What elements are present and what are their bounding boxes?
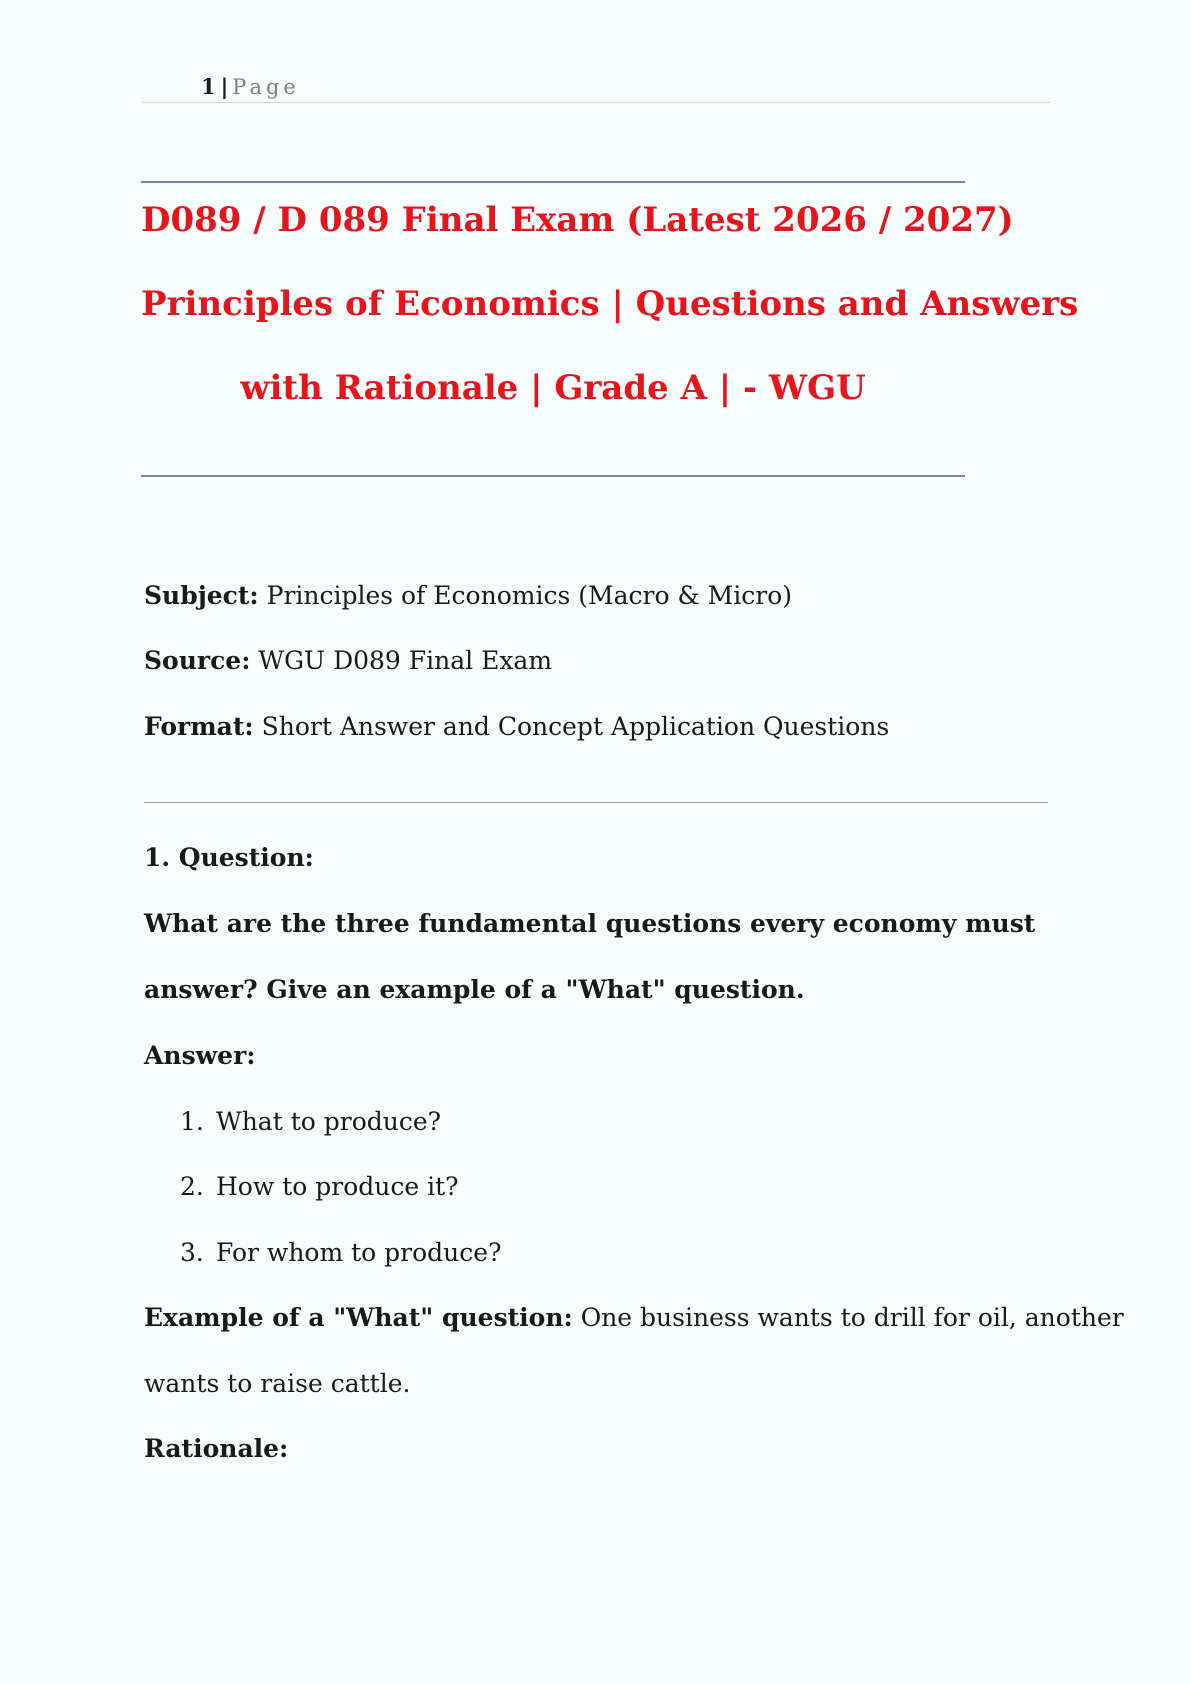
meta-format — [144, 712, 889, 742]
question-heading: 1. Question: — [144, 843, 314, 872]
answer-label: Answer: — [144, 1041, 256, 1070]
list-item-text: For whom to produce? — [216, 1238, 502, 1267]
title-line-2: Principles of Economics | Questions and Answers — [141, 284, 1079, 324]
format-label: Format: — [144, 712, 254, 741]
title-line-1: D089 / D 089 Final Exam (Latest 2026 / 2027) — [141, 200, 1014, 240]
meta-source — [144, 646, 552, 676]
list-item — [180, 1238, 502, 1268]
list-item-number: 2. — [180, 1172, 204, 1201]
section-divider — [144, 802, 1048, 803]
list-item-number: 1. — [180, 1107, 204, 1136]
list-item-text: How to produce it? — [216, 1172, 459, 1201]
document-title — [141, 195, 1079, 447]
example-label: Example of a "What" question: — [144, 1303, 573, 1332]
title-line-3: with Rationale | Grade A | - WGU — [240, 368, 866, 408]
subject-value: Principles of Economics (Macro & Micro) — [258, 581, 792, 610]
list-item — [180, 1172, 459, 1202]
source-value: WGU D089 Final Exam — [250, 646, 553, 675]
example-line-1 — [144, 1303, 1124, 1333]
list-item-text: What to produce? — [216, 1107, 442, 1136]
page-word: Page — [232, 75, 300, 99]
rationale-label: Rationale: — [144, 1434, 289, 1463]
title-rule-bottom — [141, 475, 965, 477]
example-line-2: wants to raise cattle. — [144, 1369, 411, 1398]
list-item — [180, 1107, 441, 1137]
page-number: 1 — [201, 74, 216, 99]
format-value: Short Answer and Concept Application Questions — [253, 712, 890, 741]
question-prompt-line-1: What are the three fundamental questions every economy must — [144, 909, 1036, 938]
example-text-1: One business wants to drill for oil, another — [572, 1303, 1124, 1332]
question-prompt-line-2: answer? Give an example of a "What" question. — [144, 975, 805, 1004]
page-number-label — [201, 74, 300, 99]
list-item-number: 3. — [180, 1238, 204, 1267]
page-separator: | — [220, 74, 229, 99]
title-rule-top — [141, 181, 965, 183]
source-label: Source: — [144, 646, 251, 675]
meta-subject — [144, 581, 792, 611]
subject-label: Subject: — [144, 581, 259, 610]
page-header — [141, 66, 1051, 103]
